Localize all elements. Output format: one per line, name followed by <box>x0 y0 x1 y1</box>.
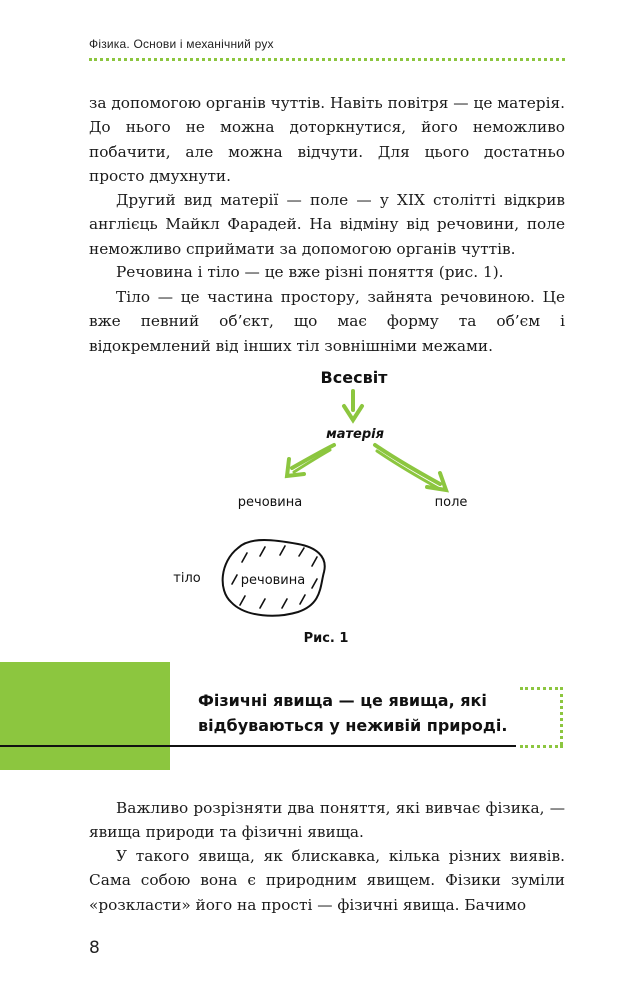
paragraph-4: Тіло — це частина простору, зайнята речовиною. Це вже певний об’єкт, що має форму та об’єм і відокремлений від інших тіл зовнішніми межами. <box>89 288 565 355</box>
blob-label-substance: речовина <box>240 573 306 588</box>
paragraph-3: Речовина і тіло — це вже різні поняття (рис. 1). <box>116 263 504 281</box>
diagram-label-body: тіло <box>173 571 201 586</box>
diagram-label-substance: речовина <box>237 495 303 510</box>
header-dotted-divider <box>89 58 565 61</box>
definition-box-text: Фізичні явища — це явища, які відбуваються у неживій природі. <box>198 691 508 735</box>
definition-underline <box>0 745 516 747</box>
arrow-right-icon <box>375 445 446 490</box>
diagram-label-field: поле <box>434 495 468 510</box>
accent-block <box>0 662 170 770</box>
paragraph-5: Важливо розрізняти два поняття, які вивчає фізика, — явища природи та фізичні явища. <box>89 799 565 842</box>
running-header: Фізика. Основи і механічний рух <box>89 37 274 51</box>
page-number: 8 <box>89 938 100 958</box>
dotted-frame-right <box>560 687 563 745</box>
arrow-left-icon <box>287 445 334 476</box>
paragraph-6: У такого явища, як блискавка, кілька різних виявів. Сама собою вона є природним явищем. Фізики зуміли «розкласти» його на прості — фізичні явища. Бачимо <box>89 847 565 914</box>
body-blob <box>223 540 325 616</box>
diagram-label-universe: Всесвіт <box>320 368 388 387</box>
matter-diagram <box>0 355 629 655</box>
paragraph-1: за допомогою органів чуттів. Навіть повітря — це матерія. До нього не можна доторкнутися, його неможливо побачити, але можна відчути. Для цього достатньо просто дмухнути. <box>89 94 565 185</box>
paragraph-2: Другий вид матерії — поле — у XIX столітті відкрив англієць Майкл Фарадей. На відміну від речовини, поле неможливо сприймати за допомогою органів чуттів. <box>89 191 565 258</box>
diagram-label-matter: матерія <box>326 427 384 442</box>
arrow-down-icon <box>344 391 362 420</box>
dotted-frame-top <box>520 687 563 690</box>
dotted-frame-bottom <box>520 745 563 748</box>
figure-caption: Рис. 1 <box>303 631 349 646</box>
